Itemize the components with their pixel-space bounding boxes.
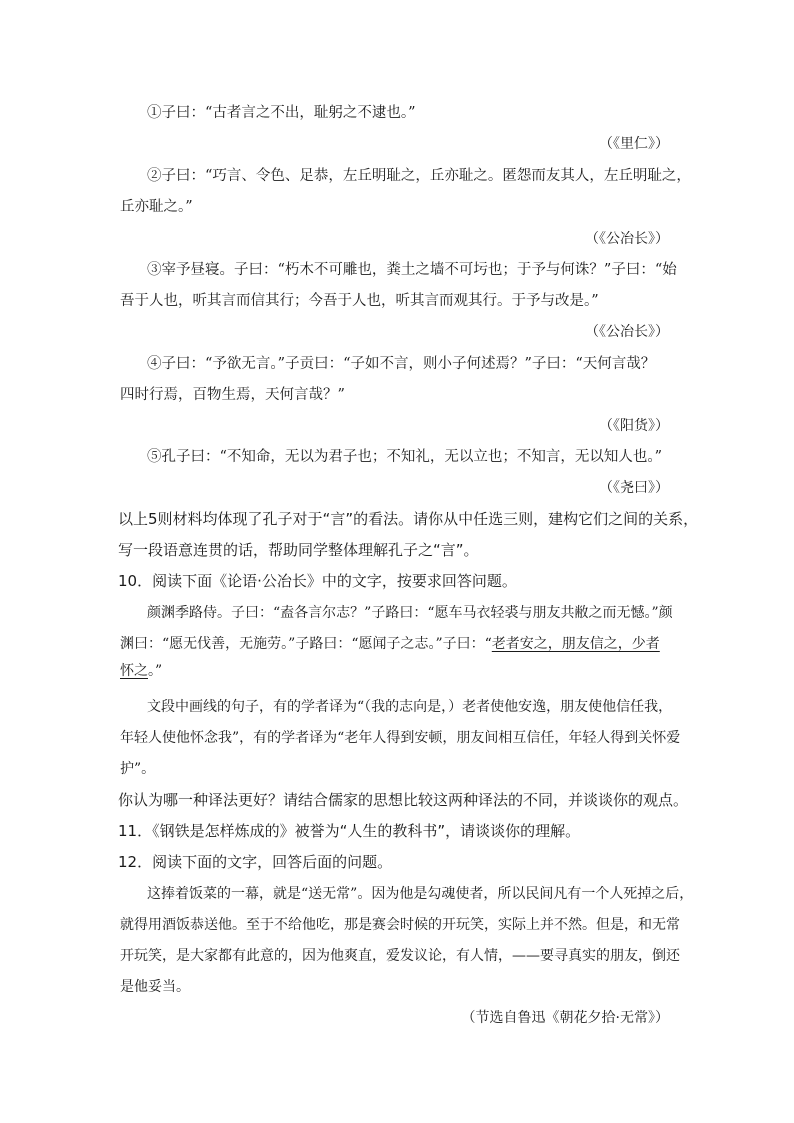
quote-4-line-2: 四时行焉，百物生焉，天何言哉？” (120, 387, 345, 403)
q12-passage-line-4: 是他妥当。 (120, 979, 190, 995)
quote-1-source: （《里仁》） (599, 136, 669, 152)
quote-2-source: （《公冶长》） (585, 231, 669, 247)
q10-passage-line-3 (120, 661, 162, 681)
quote-5: ⑤孔子曰：“不知命，无以为君子也；不知礼，无以立也；不知言，无以知人也。” (147, 449, 663, 465)
q10-underlined-sentence-part-2: 怀之 (120, 663, 148, 679)
q10-passage-line-2-text: 渊曰：“愿无伐善，无施劳。”子路曰：“愿闻子之志。”子曰：“ (120, 636, 492, 652)
quote-4-line-1: ④子曰：“予欲无言。”子贡曰：“子如不言，则小子何述焉？”子曰：“天何言哉？ (147, 356, 656, 372)
q9-task-line-1: 以上5则材料均体现了孔子对于“言”的看法。请你从中任选三则，建构它们之间的关系， (118, 510, 699, 528)
quote-4-source: （《阳货》） (599, 418, 669, 434)
q10-passage-line-2 (120, 634, 660, 654)
quote-2-line-2: 丘亦耻之。” (120, 199, 193, 215)
q10-stem: 10．阅读下面《论语·公冶长》中的文字，按要求回答问题。 (118, 572, 517, 590)
quote-3-line-1: ③宰予昼寝。子曰：“朽木不可雕也，粪土之墙不可圬也；于予与何诛？”子曰：“始 (147, 262, 677, 278)
q12-passage-line-3: 开玩笑，是大家都有此意的，因为他爽直，爱发议论，有人情，——要寻真实的朋友，倒还 (120, 948, 680, 964)
quote-1: ①子曰：“古者言之不出，耻躬之不逮也。” (147, 105, 416, 121)
q11-stem: 11．《钢铁是怎样炼成的》被誉为“人生的教科书”，请谈谈你的理解。 (118, 822, 581, 840)
q9-task-line-2: 写一段语意连贯的话，帮助同学整体理解孔子之“言”。 (118, 541, 479, 559)
q12-source: （节选自鲁迅《朝花夕拾·无常》） (461, 1010, 669, 1026)
q12-stem: 12．阅读下面的文字，回答后面的问题。 (118, 853, 393, 871)
q10-note-line-3: 护”。 (120, 761, 156, 777)
q12-passage-line-2: 就得用酒饭恭送他。至于不给他吃，那是赛会时候的开玩笑，实际上并不然。但是，和无常 (120, 917, 680, 933)
q10-note-line-2: 年轻人使他怀念我”，有的学者译为“老年人得到安顿，朋友间相互信任，年轻人得到关怀爱 (120, 730, 681, 746)
q12-passage-line-1: 这捧着饭菜的一幕，就是“送无常”。因为他是勾魂使者，所以民间凡有一个人死掉之后， (147, 886, 694, 902)
quote-5-source: （《尧曰》） (599, 480, 669, 496)
quote-3-source: （《公冶长》） (585, 324, 669, 340)
q10-note-line-1: 文段中画线的句子，有的学者译为“（我的志向是，）老者使他安逸，朋友使他信任我， (147, 699, 673, 715)
q10-passage-line-1: 颜渊季路侍。子曰：“盍各言尔志？”子路曰：“愿车马衣轻裘与朋友共敝之而无憾。”颜 (147, 605, 673, 621)
q10-passage-line-3-text: 。” (148, 663, 163, 679)
q10-underlined-sentence-part-1: 老者安之，朋友信之，少者 (491, 636, 660, 652)
q10-task: 你认为哪一种译法更好？请结合儒家的思想比较这两种译法的不同，并谈谈你的观点。 (118, 791, 689, 809)
quote-3-line-2: 吾于人也，听其言而信其行；今吾于人也，听其言而观其行。于予与改是。” (120, 293, 599, 309)
quote-2-line-1: ②子曰：“巧言、令色、足恭，左丘明耻之，丘亦耻之。匿怨而友其人，左丘明耻之， (147, 168, 691, 184)
